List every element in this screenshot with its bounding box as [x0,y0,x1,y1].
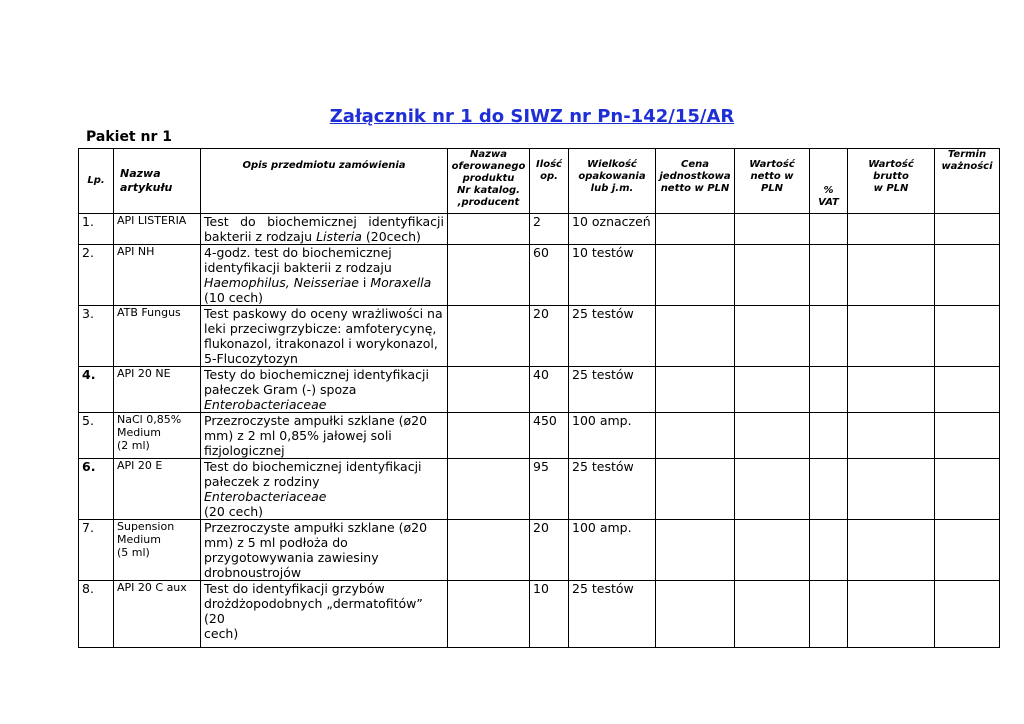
cell-cena [656,367,735,413]
document-title: Załącznik nr 1 do SIWZ nr Pn-142/15/AR [329,106,735,127]
cell-termin [935,520,1000,581]
header-text: % VAT [818,185,839,208]
cell-wartosc-netto [735,459,810,520]
cell-cena [656,581,735,648]
header-text: Opis przedmiotu zamówienia [242,160,406,171]
header-text: Wartość brutto w PLN [868,159,914,194]
cell-ilosc: 20 [530,520,569,581]
cell-wielkosc: 10 oznaczeń [569,214,656,245]
cell-nazwa-artykulu: NaCl 0,85% Medium (2 ml) [114,413,201,459]
cell-wartosc-brutto [848,214,935,245]
cell-termin [935,245,1000,306]
cell-wartosc-netto [735,214,810,245]
header-wartosc-brutto [848,149,935,214]
cell-termin [935,581,1000,648]
cell-ilosc: 60 [530,245,569,306]
cell-nazwa-artykulu: API LISTERIA [114,214,201,245]
cell-lp: 5. [79,413,114,459]
cell-vat [810,214,848,245]
cell-cena [656,459,735,520]
table-row [79,413,1000,459]
header-text: Ilość op. [536,159,562,182]
cell-wartosc-netto [735,306,810,367]
cell-termin [935,367,1000,413]
cell-opis: Test do identyfikacji grzybów drożdżopodobnych „dermatofitów” (20 cech) [201,581,448,648]
cell-wartosc-netto [735,581,810,648]
cell-termin [935,459,1000,520]
cell-opis: Testy do biochemicznej identyfikacji pałeczek Gram (-) spoza Enterobacteriaceae [201,367,448,413]
cell-opis: Test do biochemicznej identyfikacji pałeczek z rodziny Enterobacteriaceae (20 cech) [201,459,448,520]
cell-nazwa-artykulu: API 20 NE [114,367,201,413]
cell-termin [935,214,1000,245]
cell-lp: 1. [79,214,114,245]
cell-vat [810,520,848,581]
cell-wielkosc: 100 amp. [569,520,656,581]
header-opis [201,149,448,214]
table-row [79,581,1000,648]
order-table [78,148,1000,648]
cell-oferowany-produkt [448,306,530,367]
header-wielkosc [569,149,656,214]
cell-opis: Test do biochemicznej identyfikacji bakterii z rodzaju Listeria (20cech) [201,214,448,245]
cell-wartosc-brutto [848,413,935,459]
cell-nazwa-artykulu: ATB Fungus [114,306,201,367]
cell-lp: 2. [79,245,114,306]
cell-wartosc-brutto [848,459,935,520]
table-row [79,214,1000,245]
cell-vat [810,367,848,413]
cell-oferowany-produkt [448,520,530,581]
cell-vat [810,459,848,520]
table-row [79,367,1000,413]
cell-ilosc: 450 [530,413,569,459]
cell-wartosc-netto [735,367,810,413]
cell-nazwa-artykulu: Supension Medium (5 ml) [114,520,201,581]
cell-wartosc-brutto [848,520,935,581]
cell-nazwa-artykulu: API 20 C aux [114,581,201,648]
cell-vat [810,413,848,459]
cell-lp: 8. [79,581,114,648]
table-row [79,245,1000,306]
cell-wielkosc: 10 testów [569,245,656,306]
cell-oferowany-produkt [448,367,530,413]
cell-wartosc-brutto [848,581,935,648]
header-text: Nazwa artykułu [120,167,173,194]
cell-wartosc-netto [735,413,810,459]
cell-nazwa-artykulu: API 20 E [114,459,201,520]
header-oferowany-produkt [448,149,530,214]
cell-oferowany-produkt [448,459,530,520]
cell-opis: Test paskowy do oceny wrażliwości na leki przeciwgrzybicze: amfoterycynę, flukonazol, itrakonazol i worykonazol, 5-Flucozytozyn [201,306,448,367]
header-text: Termin ważności [941,149,993,172]
cell-lp: 4. [79,367,114,413]
cell-opis: Przezroczyste ampułki szklane (ø20 mm) z 5 ml podłoża do przygotowywania zawiesiny drobnoustrojów [201,520,448,581]
table-row [79,520,1000,581]
header-text: Nazwa oferowanego produktu Nr katalog. ,producent [451,149,526,208]
cell-wielkosc: 25 testów [569,581,656,648]
header-nazwa-artykulu [114,149,201,214]
cell-cena [656,245,735,306]
cell-ilosc: 20 [530,306,569,367]
cell-nazwa-artykulu: API NH [114,245,201,306]
header-vat [810,149,848,214]
cell-wielkosc: 25 testów [569,367,656,413]
table-row [79,459,1000,520]
cell-oferowany-produkt [448,581,530,648]
cell-vat [810,306,848,367]
header-wartosc-netto [735,149,810,214]
cell-wartosc-brutto [848,367,935,413]
cell-wielkosc: 25 testów [569,306,656,367]
table-body [79,214,1000,648]
cell-lp: 6. [79,459,114,520]
header-ilosc [530,149,569,214]
cell-wartosc-brutto [848,245,935,306]
cell-opis: Przezroczyste ampułki szklane (ø20 mm) z 2 ml 0,85% jałowej soli fizjologicznej [201,413,448,459]
header-termin [935,149,1000,214]
package-label: Pakiet nr 1 [86,129,172,145]
cell-cena [656,306,735,367]
header-lp [79,149,114,214]
cell-opis: 4-godz. test do biochemicznej identyfikacji bakterii z rodzaju Haemophilus, Neisseriae i Moraxella (10 cech) [201,245,448,306]
cell-oferowany-produkt [448,214,530,245]
header-text: Wielkość opakowania lub j.m. [578,159,646,194]
cell-wartosc-brutto [848,306,935,367]
header-text: Lp. [87,175,105,186]
cell-wartosc-netto [735,245,810,306]
cell-lp: 3. [79,306,114,367]
cell-termin [935,306,1000,367]
cell-vat [810,245,848,306]
cell-wielkosc: 25 testów [569,459,656,520]
cell-ilosc: 95 [530,459,569,520]
cell-oferowany-produkt [448,245,530,306]
cell-termin [935,413,1000,459]
cell-oferowany-produkt [448,413,530,459]
header-text: Cena jednostkowa netto w PLN [659,159,731,194]
cell-wielkosc: 100 amp. [569,413,656,459]
cell-ilosc: 2 [530,214,569,245]
cell-ilosc: 10 [530,581,569,648]
table-row [79,306,1000,367]
cell-cena [656,520,735,581]
cell-wartosc-netto [735,520,810,581]
cell-cena [656,214,735,245]
cell-lp: 7. [79,520,114,581]
cell-cena [656,413,735,459]
header-text: Wartość netto w PLN [749,159,795,194]
cell-vat [810,581,848,648]
header-cena [656,149,735,214]
cell-ilosc: 40 [530,367,569,413]
